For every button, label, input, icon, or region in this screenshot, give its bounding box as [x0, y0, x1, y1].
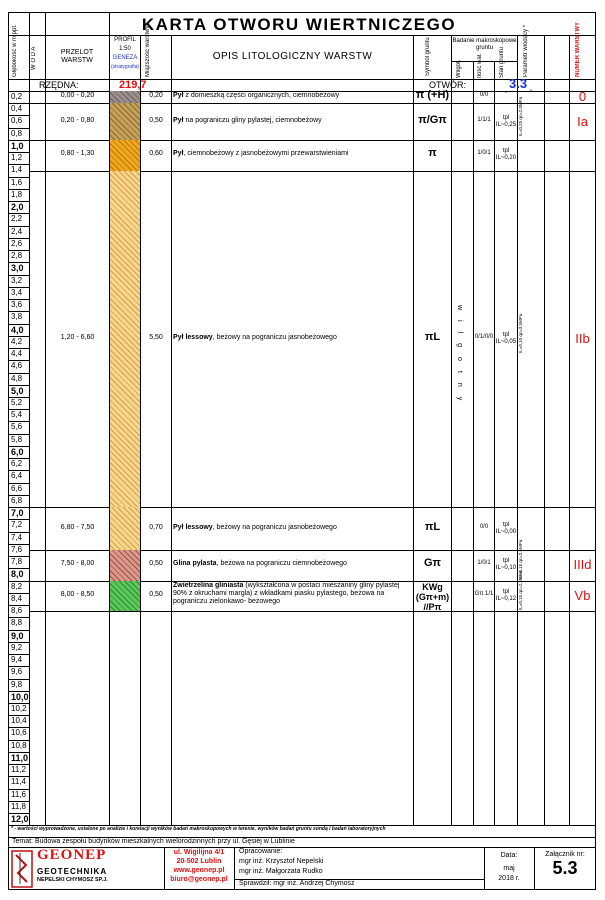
- layer-description: Pył lessowy, beżowy na pograniczu jasnobeżowego: [173, 333, 337, 341]
- company-logo: [11, 849, 161, 889]
- header-symbol: Symbol gruntu: [425, 37, 431, 77]
- layer-description: Pył lessowy, beżowy na pograniczu jasnobeżowego: [173, 523, 337, 531]
- layer-thickness: 0,50: [149, 560, 163, 568]
- profile-fill: [110, 140, 140, 171]
- attachment-block: Załącznik nr: 5.3: [545, 851, 585, 878]
- borehole-card: [8, 12, 596, 890]
- layer-number: Vb: [574, 587, 591, 603]
- depth-label: 6,8: [11, 495, 23, 505]
- depth-label: 2,2: [11, 214, 23, 224]
- depth-label: 3,0: [11, 263, 24, 274]
- checked-by: Sprawdził: mgr inż. Andrzej Chymosz: [239, 880, 355, 887]
- layer-symbol: π: [428, 147, 437, 160]
- header-layer-no: NUMER WARSTWY: [575, 22, 581, 77]
- depth-label: 5,0: [11, 385, 24, 396]
- depth-label: 11,4: [11, 777, 26, 787]
- page-title: KARTA OTWORU WIERTNICZEGO: [141, 15, 457, 34]
- profile-fill: [110, 507, 140, 550]
- depth-label: 1,6: [11, 177, 23, 187]
- layer-samples: 1/0/1: [477, 150, 491, 157]
- layer-number: IIId: [573, 557, 592, 573]
- depth-label: 0,4: [11, 104, 23, 114]
- header-profile-genesis: GENEZA: [112, 55, 138, 61]
- header-samples: Ilość wał.: [477, 53, 483, 78]
- layer-interval: 0,80 - 1,30: [60, 150, 95, 158]
- logo-text: GEONEP: [37, 847, 107, 863]
- depth-label: 10,2: [11, 704, 27, 713]
- depth-label: 8,4: [11, 593, 23, 603]
- depth-label: 2,4: [11, 226, 23, 236]
- moisture-wet: wilgotny: [456, 305, 463, 411]
- header-study: Badanie makroskopowe gruntu: [452, 38, 517, 51]
- layer-samples: 0/0: [479, 523, 489, 530]
- header-profile: PROFIL: [114, 37, 136, 43]
- depth-label: 0,6: [11, 116, 23, 126]
- depth-label: 1,0: [11, 140, 24, 151]
- depth-label: 11,8: [11, 801, 26, 811]
- depth-label: 5,4: [11, 410, 23, 420]
- layer-state: tpl IL~0,10: [495, 558, 517, 572]
- depth-label: 6,2: [11, 459, 23, 469]
- depth-label: 7,4: [11, 532, 23, 542]
- layer-interval: 8,00 - 8,50: [60, 590, 95, 598]
- depth-label: 7,2: [11, 520, 23, 530]
- depth-label: 4,6: [11, 361, 23, 371]
- footnote: * - wartości wyprowadzone, ustalone po analizie i korelacji wyników badań makroskopowych w terenie, wyników badań gruntu sondą i badań laboratoryjnych: [11, 826, 386, 832]
- layer-param: IL=0,15 qc=2,5MPa: [518, 540, 523, 580]
- header-state: Stan gruntu: [499, 46, 505, 78]
- depth-label: 6,0: [11, 446, 24, 457]
- layer-symbol: πL: [424, 520, 441, 533]
- layer-param: IL=0,15 qc=2,5MPa: [518, 570, 523, 610]
- layer-number: Ia: [577, 113, 588, 129]
- profile-fill: [110, 171, 140, 508]
- header-water: W O D A: [31, 46, 37, 70]
- elevation-value: 219,7: [119, 79, 147, 91]
- depth-label: 3,2: [11, 275, 23, 285]
- depth-label: 2,6: [11, 238, 23, 248]
- hole-number: 3.3: [509, 76, 528, 91]
- depth-label: 3,8: [11, 312, 23, 322]
- depth-label: 7,0: [11, 508, 24, 519]
- layer-param: IL=0,10 qc=3,5MPa: [518, 313, 523, 353]
- layer-interval: 0,20 - 0,80: [60, 116, 95, 124]
- layer-thickness: 0,60: [149, 150, 163, 158]
- layer-description: Glina pylasta, beżowa na pograniczu ciemnobeżowego: [173, 560, 347, 568]
- elevation-label: RZĘDNA:: [39, 80, 79, 90]
- layer-interval: 7,50 - 8,00: [60, 560, 95, 568]
- company-web-link[interactable]: www.geonep.pl: [173, 867, 225, 874]
- layer-samples: 0/1/0/0: [474, 333, 494, 340]
- layer-description: Pył, ciemnobeżowy z jasnobeżowymi przewarstwieniami: [173, 150, 349, 158]
- depth-label: 4,8: [11, 373, 23, 383]
- depth-label: 1,4: [11, 165, 23, 175]
- layer-symbol: KWg (Gπ+m) //Pπ: [415, 581, 450, 612]
- depth-label: 1,8: [11, 189, 23, 199]
- layer-state: -: [505, 90, 507, 97]
- layer-number: 0: [578, 89, 587, 105]
- layer-param: IL=0,25 qc=2,0MPa: [518, 96, 523, 136]
- company-contact: ul. Wigilijna 4/1 20-502 Lublin www.geonep.pl biuro@geonep.pl: [164, 848, 234, 884]
- layer-thickness: 0,50: [149, 116, 163, 124]
- depth-label: 3,4: [11, 287, 23, 297]
- depth-label: 10,6: [11, 728, 27, 738]
- depth-label: 11,2: [11, 765, 26, 775]
- layer-number: IIb: [575, 330, 590, 346]
- depth-label: 11,6: [11, 789, 26, 799]
- date-block: Data: maj 2018 r.: [498, 852, 520, 882]
- header-depth: Głębokość w m ppt.: [12, 24, 18, 77]
- depth-label: 1,2: [11, 153, 23, 163]
- layer-thickness: 0,20: [149, 92, 163, 100]
- depth-label: 10,4: [11, 716, 27, 726]
- company-email-link[interactable]: biuro@geonep.pl: [170, 876, 228, 883]
- depth-label: 8,0: [11, 569, 24, 580]
- layer-description: Pył z domieszką części organicznych, ciemnobeżowy: [173, 92, 340, 100]
- depth-label: 8,8: [11, 618, 23, 628]
- depth-label: 8,2: [11, 581, 23, 591]
- depth-label: 3,6: [11, 300, 23, 310]
- layer-interval: 0,00 - 0,20: [60, 92, 95, 100]
- profile-fill: [110, 550, 140, 581]
- layer-samples: 0/0: [479, 92, 489, 99]
- header-thickness: Miąższość warstwy: [145, 25, 151, 77]
- layer-description: Pył na pograniczu gliny pylastej, ciemnobeżowy: [173, 116, 322, 124]
- depth-label: 7,6: [11, 544, 23, 554]
- depth-label: 10,0: [11, 691, 29, 702]
- logo-icon: [11, 850, 33, 888]
- depth-label: 0,8: [11, 128, 23, 138]
- layer-state: tpl IL~0,00: [495, 521, 517, 535]
- layer-param: -: [529, 85, 533, 97]
- header-moisture: Wilgot.: [456, 59, 462, 78]
- depth-label: 0,2: [11, 92, 23, 101]
- prepared-by: Opracowanie: mgr inż. Krzysztof Nepelski mgr inż. Małgorzata Rudko: [239, 848, 324, 875]
- depth-label: 6,6: [11, 483, 23, 493]
- depth-label: 11,0: [11, 752, 29, 763]
- depth-label: 9,6: [11, 667, 23, 677]
- layer-samples: 1/1/1: [477, 116, 491, 123]
- depth-label: 7,8: [11, 557, 23, 567]
- layer-symbol: π/Gπ: [418, 113, 447, 126]
- depth-label: 4,0: [11, 324, 24, 335]
- depth-label: 5,6: [11, 422, 23, 432]
- depth-label: 9,0: [11, 630, 24, 641]
- layer-thickness: 0,50: [149, 590, 163, 598]
- depth-label: 9,4: [11, 655, 23, 665]
- profile-fill: [110, 581, 140, 612]
- header-interval: PRZELOT WARSTW: [60, 49, 94, 64]
- layer-thickness: 5,50: [149, 333, 163, 341]
- layer-state: tpl IL~0,25: [495, 114, 517, 128]
- company-sub: NEPELSKI CHYMOSZ SP.J.: [37, 877, 108, 883]
- header-description: OPIS LITOLOGICZNY WARSTW: [212, 51, 373, 62]
- depth-label: 10,8: [11, 740, 27, 750]
- layer-thickness: 0,70: [149, 523, 163, 531]
- depth-label: 2,0: [11, 202, 24, 213]
- profile-fill: [110, 91, 140, 103]
- company-name: GEOTECHNIKA: [37, 867, 108, 876]
- depth-label: 9,2: [11, 642, 23, 652]
- layer-symbol: π (+H): [415, 89, 450, 102]
- depth-label: 9,8: [11, 679, 23, 689]
- depth-label: 4,4: [11, 349, 23, 359]
- layer-state: tpl IL~0,05: [495, 331, 517, 345]
- profile-fill: [110, 103, 140, 140]
- topic: Temat: Budowa zespołu budynków mieszkalnych wielorodzinnych przy ul. Gęsiej w Lublinie: [12, 838, 295, 845]
- header-profile-scale: 1:50: [119, 46, 131, 52]
- depth-label: 12,0: [11, 814, 29, 825]
- header-profile-strat: (stratygrafia): [110, 64, 140, 70]
- layer-description: Zwietrzelina gliniasta (wykształcona w postaci mieszaniny gliny pylastej 90% z okruchami margla) z wkładkami piasku pylastego, beżowa na pograniczu zielonkawo- beżowego: [173, 581, 400, 605]
- layer-samples: 1/0/1: [477, 560, 491, 567]
- layer-symbol: πL: [424, 330, 441, 343]
- depth-label: 5,2: [11, 398, 23, 407]
- layer-state: tpl IL~0,12: [495, 588, 517, 602]
- layer-symbol: Gπ: [424, 557, 441, 570]
- depth-label: 8,6: [11, 606, 23, 616]
- depth-label: 2,8: [11, 251, 23, 261]
- hole-label: OTWÓR:: [429, 80, 466, 90]
- layer-interval: 6,80 - 7,50: [60, 523, 95, 531]
- depth-label: 5,8: [11, 434, 23, 444]
- depth-label: 6,4: [11, 471, 23, 481]
- layer-interval: 1,20 - 6,60: [60, 333, 95, 341]
- layer-state: tpl IL~0,20: [495, 148, 517, 162]
- depth-label: 4,2: [11, 336, 23, 346]
- layer-samples: Gπ 1/1: [474, 590, 494, 597]
- header-param: Parametr wiodący *: [523, 24, 529, 77]
